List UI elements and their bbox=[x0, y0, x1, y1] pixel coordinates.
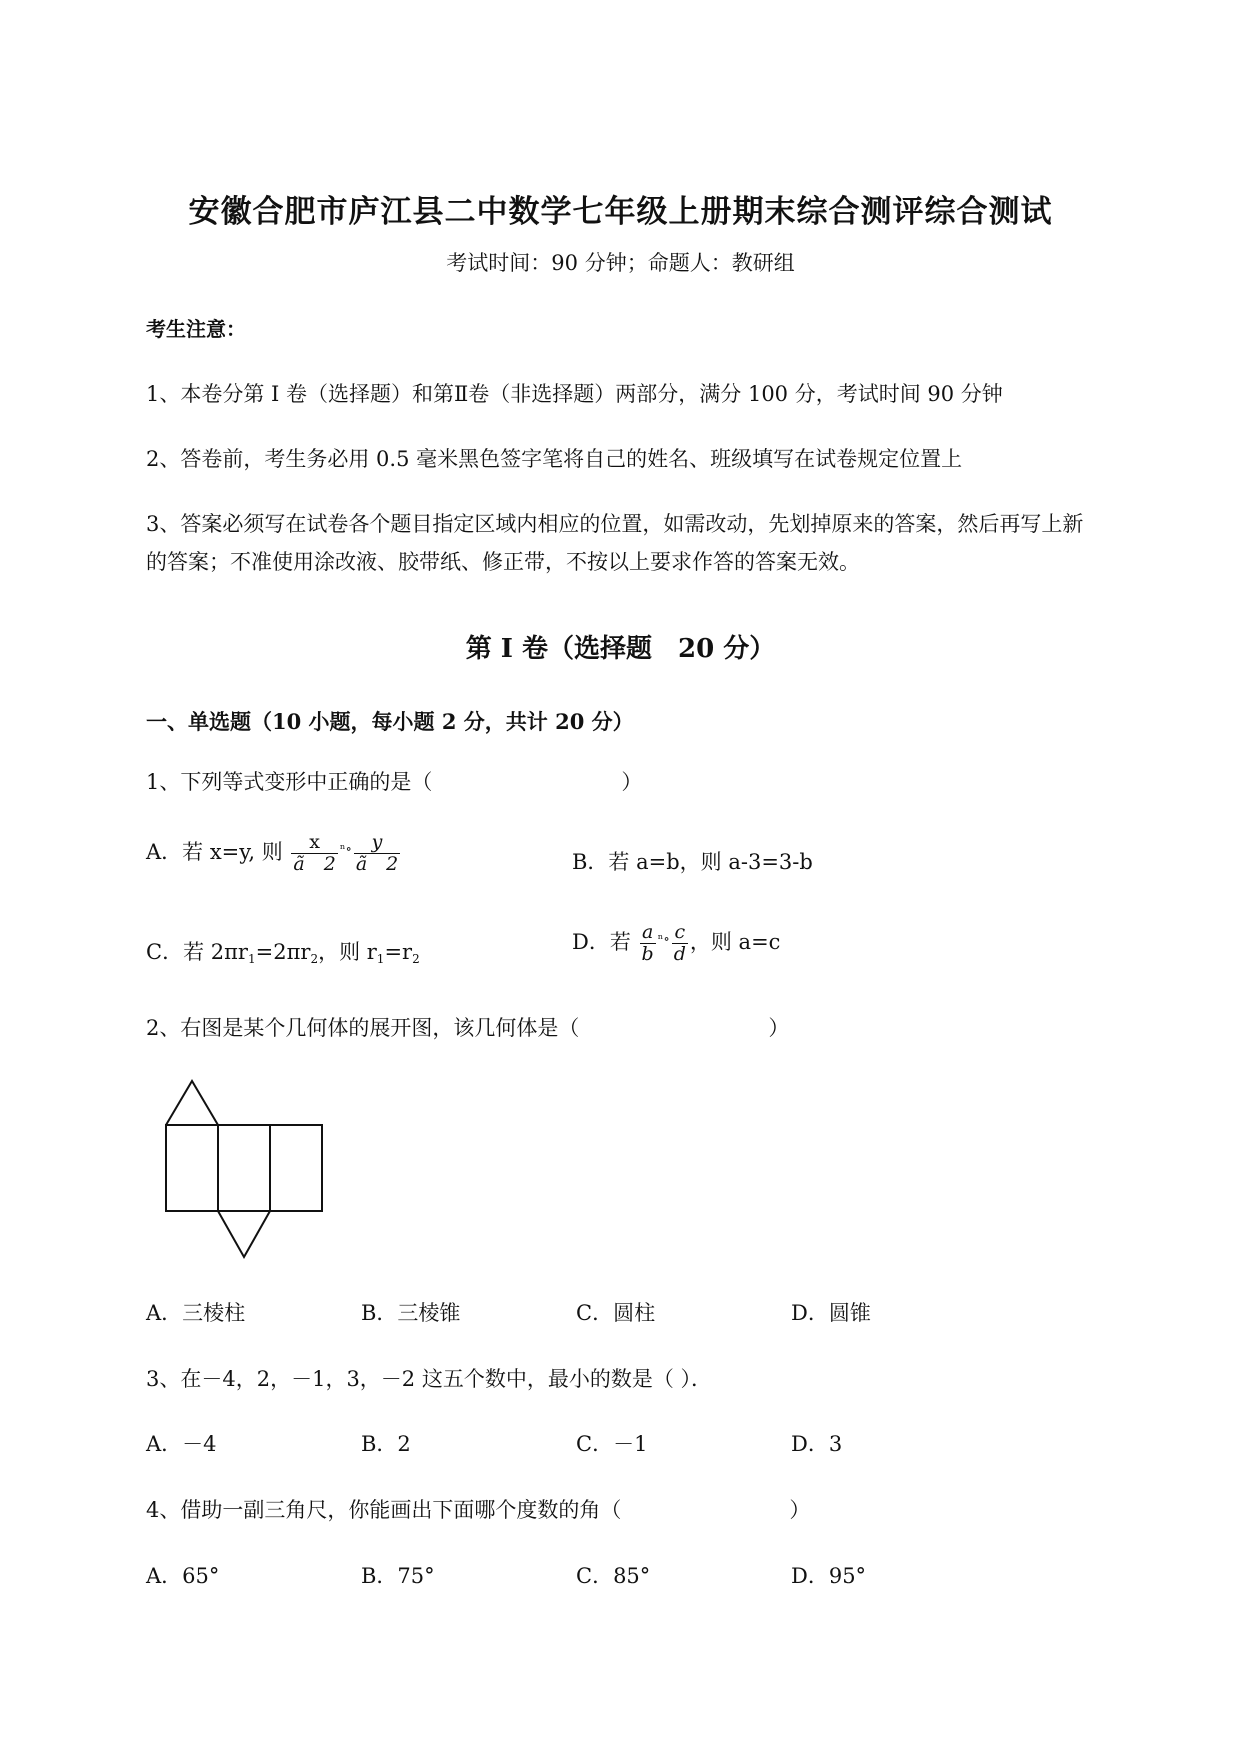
fraction-a-over-b bbox=[640, 922, 656, 965]
part-heading: 一、单选题（10 小题，每小题 2 分，共计 20 分） bbox=[146, 709, 634, 734]
notice-heading: 考生注意： bbox=[146, 317, 246, 341]
triangular-prism-net-figure bbox=[160, 1075, 330, 1270]
fraction-right-denominator: ã 2 bbox=[355, 852, 399, 875]
net-rectangle bbox=[166, 1125, 322, 1211]
subscript: 2 bbox=[310, 952, 319, 966]
notice-rule-1: 1、本卷分第 I 卷（选择题）和第Ⅱ卷（非选择题）两部分，满分 100 分，考试时间 90 分钟 bbox=[146, 382, 1003, 406]
question-4-option-d[interactable]: D．95° bbox=[791, 1564, 867, 1588]
question-2-option-d[interactable]: D．圆锥 bbox=[791, 1301, 871, 1325]
question-1-option-c[interactable] bbox=[146, 936, 420, 966]
question-2-option-c[interactable]: C．圆柱 bbox=[576, 1301, 656, 1325]
question-3-stem: 3、在－4，2，－1，3，－2 这五个数中，最小的数是（ ）． bbox=[146, 1367, 713, 1391]
question-2-stem: 2、右图是某个几何体的展开图，该几何体是（ ） bbox=[146, 1016, 790, 1040]
option-d-prefix: D．若 bbox=[572, 929, 631, 954]
option-c-text: r bbox=[300, 940, 311, 964]
question-4-option-c[interactable]: C．85° bbox=[576, 1564, 651, 1588]
fraction-denominator: b bbox=[641, 942, 654, 965]
pi-symbol: π bbox=[224, 940, 238, 964]
subscript: 1 bbox=[247, 952, 256, 966]
subscript: 1 bbox=[376, 952, 385, 966]
notice-rule-2: 2、答卷前，考生务必用 0.5 毫米黑色签字笔将自己的姓名、班级填写在试卷规定位置上 bbox=[146, 447, 963, 471]
question-3-option-d[interactable]: D．3 bbox=[791, 1432, 843, 1456]
net-top-triangle bbox=[166, 1081, 218, 1125]
option-a-prefix: A．若 x=y, 则 bbox=[146, 839, 283, 864]
fraction-numerator: a bbox=[640, 922, 656, 944]
question-4-option-a[interactable]: A．65° bbox=[146, 1564, 220, 1588]
question-3-option-b[interactable]: B．2 bbox=[361, 1432, 411, 1456]
question-3-option-a[interactable]: A．－4 bbox=[146, 1432, 217, 1456]
fraction-left bbox=[291, 832, 337, 875]
question-4-stem: 4、借助一副三角尺，你能画出下面哪个度数的角（ ） bbox=[146, 1498, 811, 1522]
question-1-option-d[interactable] bbox=[572, 922, 780, 965]
fraction-denominator: d bbox=[673, 942, 686, 965]
section-title: 第 I 卷（选择题 20 分） bbox=[465, 634, 776, 664]
option-c-text: =2 bbox=[255, 940, 287, 964]
fraction-c-over-d bbox=[672, 922, 688, 965]
question-2-option-a[interactable]: A．三棱柱 bbox=[146, 1301, 246, 1325]
option-c-text: r bbox=[237, 940, 248, 964]
fraction-left-denominator: ã 2 bbox=[293, 852, 336, 875]
fraction-left-numerator: x bbox=[291, 832, 337, 854]
fraction-right bbox=[354, 832, 400, 875]
garbled-equals-symbol: ⁿ∘ bbox=[657, 931, 670, 947]
garbled-equals-symbol: ⁿ∘ bbox=[339, 841, 352, 857]
notice-rule-3-continued: 的答案；不准使用涂改液、胶带纸、修正带，不按以上要求作答的答案无效。 bbox=[146, 550, 860, 574]
exam-info: 考试时间：90 分钟；命题人：教研组 bbox=[446, 251, 795, 275]
question-2-option-b[interactable]: B．三棱锥 bbox=[361, 1301, 461, 1325]
question-3-option-c[interactable]: C．－1 bbox=[576, 1432, 648, 1456]
question-1-option-a[interactable] bbox=[146, 832, 402, 875]
question-1-option-b[interactable]: B．若 a=b，则 a-3=3-b bbox=[572, 850, 813, 874]
page-title: 安徽合肥市庐江县二中数学七年级上册期末综合测评综合测试 bbox=[188, 194, 1053, 230]
question-4-option-b[interactable]: B．75° bbox=[361, 1564, 435, 1588]
option-c-text: ，则 r bbox=[318, 940, 377, 964]
option-c-text: C．若 2 bbox=[146, 940, 225, 964]
option-d-suffix: ，则 a=c bbox=[689, 929, 781, 954]
question-1-stem: 1、下列等式变形中正确的是（ ） bbox=[146, 770, 643, 794]
fraction-right-numerator: y bbox=[354, 832, 400, 854]
option-c-text: =r bbox=[384, 940, 413, 964]
fraction-numerator: c bbox=[672, 922, 688, 944]
pi-symbol: π bbox=[286, 940, 301, 964]
net-bottom-triangle bbox=[218, 1211, 270, 1257]
notice-rule-3: 3、答案必须写在试卷各个题目指定区域内相应的位置，如需改动，先划掉原来的答案，然后再写上新 bbox=[146, 512, 1084, 536]
subscript: 2 bbox=[412, 952, 420, 966]
